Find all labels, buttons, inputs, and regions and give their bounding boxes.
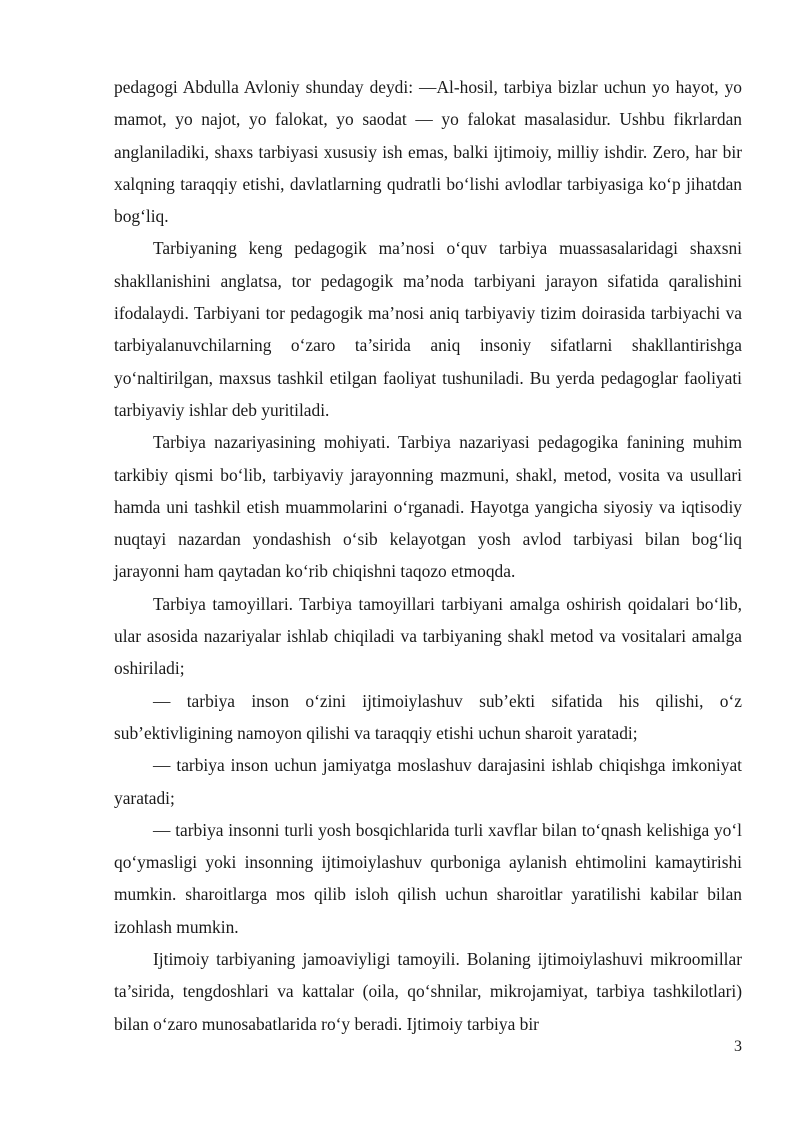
page-number: 3	[734, 1038, 742, 1055]
paragraph-continuation: pedagogi Abdulla Avloniy shunday deydi: —Al-hosil, tarbiya bizlar uchun yo hayot, yo mamot, yo najot, yo falokat, yo saodat — yo falokat masalasidur. Ushbu fikrlardan anglaniladiki, shaxs tarbiyasi xususiy ish emas, balki ijtimoiy, milliy ishdir. Zero, har bir xalqning taraqqiy etishi, davlatlarning qudratli bo‘lishi avlodlar tarbiyasiga ko‘p jihatdan bog‘liq.	[114, 77, 742, 227]
document-page	[114, 71, 742, 1040]
list-item-principle-2: — tarbiya inson uchun jamiyatga moslashuv darajasini ishlab chiqishga imkoniyat yaratadi;	[114, 755, 742, 808]
paragraph-principles: Tarbiya tamoyillari. Tarbiya tamoyillari tarbiyani amalga oshirish qoidalari bo‘lib, ular asosida nazariyalar ishlab chiqiladi va tarbiyaning shakl metod va vositalari amalga oshiriladi;	[114, 593, 742, 679]
paragraph-broad-meaning: Tarbiyaning keng pedagogik ma’nosi o‘quv tarbiya muassasalaridagi shaxsni shakllanishini anglatsa, tor pedagogik ma’noda tarbiyani jarayon sifatida qaralishini ifodalaydi. Tarbiyani tor pedagogik ma’nosi aniq tarbiyaviy tizim doirasida tarbiyachi va tarbiyalanuvchilarning o‘zaro ta’sirida aniq insoniy sifatlarni shakllantirishga yo‘naltirilgan, maxsus tashkil etilgan faoliyat tushuniladi. Bu yerda pedagoglar faoliyati tarbiyaviy ishlar deb yuritiladi.	[114, 238, 742, 420]
paragraph-collectivity: Ijtimoiy tarbiyaning jamoaviyligi tamoyili. Bolaning ijtimoiylashuvi mikroomillar ta’sirida, tengdoshlari va kattalar (oila, qo‘shnilar, mikrojamiyat, tarbiya tashkilotlari) bilan o‘zaro munosabatlarida ro‘y beradi. Ijtimoiy tarbiya bir	[114, 949, 742, 1034]
paragraph-theory-essence: Tarbiya nazariyasining mohiyati. Tarbiya nazariyasi pedagogika fanining muhim tarkibiy qismi bo‘lib, tarbiyaviy jarayonning mazmuni, shakl, metod, vosita va usullari hamda uni tashkil etish muammolarini o‘rganadi. Hayotga yangicha siyosiy va iqtisodiy nuqtayi nazardan yondashish o‘sib kelayotgan yosh avlod tarbiyasi bilan bog‘liq jarayonni ham qaytadan ko‘rib chiqishni taqozo etmoqda.	[114, 432, 742, 582]
list-item-principle-1: — tarbiya inson o‘zini ijtimoiylashuv sub’ekti sifatida his qilishi, o‘z sub’ektivligining namoyon qilishi va taraqqiy etishi uchun sharoit yaratadi;	[114, 690, 742, 743]
list-item-principle-3: — tarbiya insonni turli yosh bosqichlarida turli xavflar bilan to‘qnash kelishiga yo‘l qo‘ymasligi yoki insonning ijtimoiylashuv qurboniga aylanish ehtimolini kamaytirishi mumkin. sharoitlarga mos qilib isloh qilish uchun sharoitlar yaratilishi kabilar bilan izohlash mumkin.	[114, 819, 742, 937]
